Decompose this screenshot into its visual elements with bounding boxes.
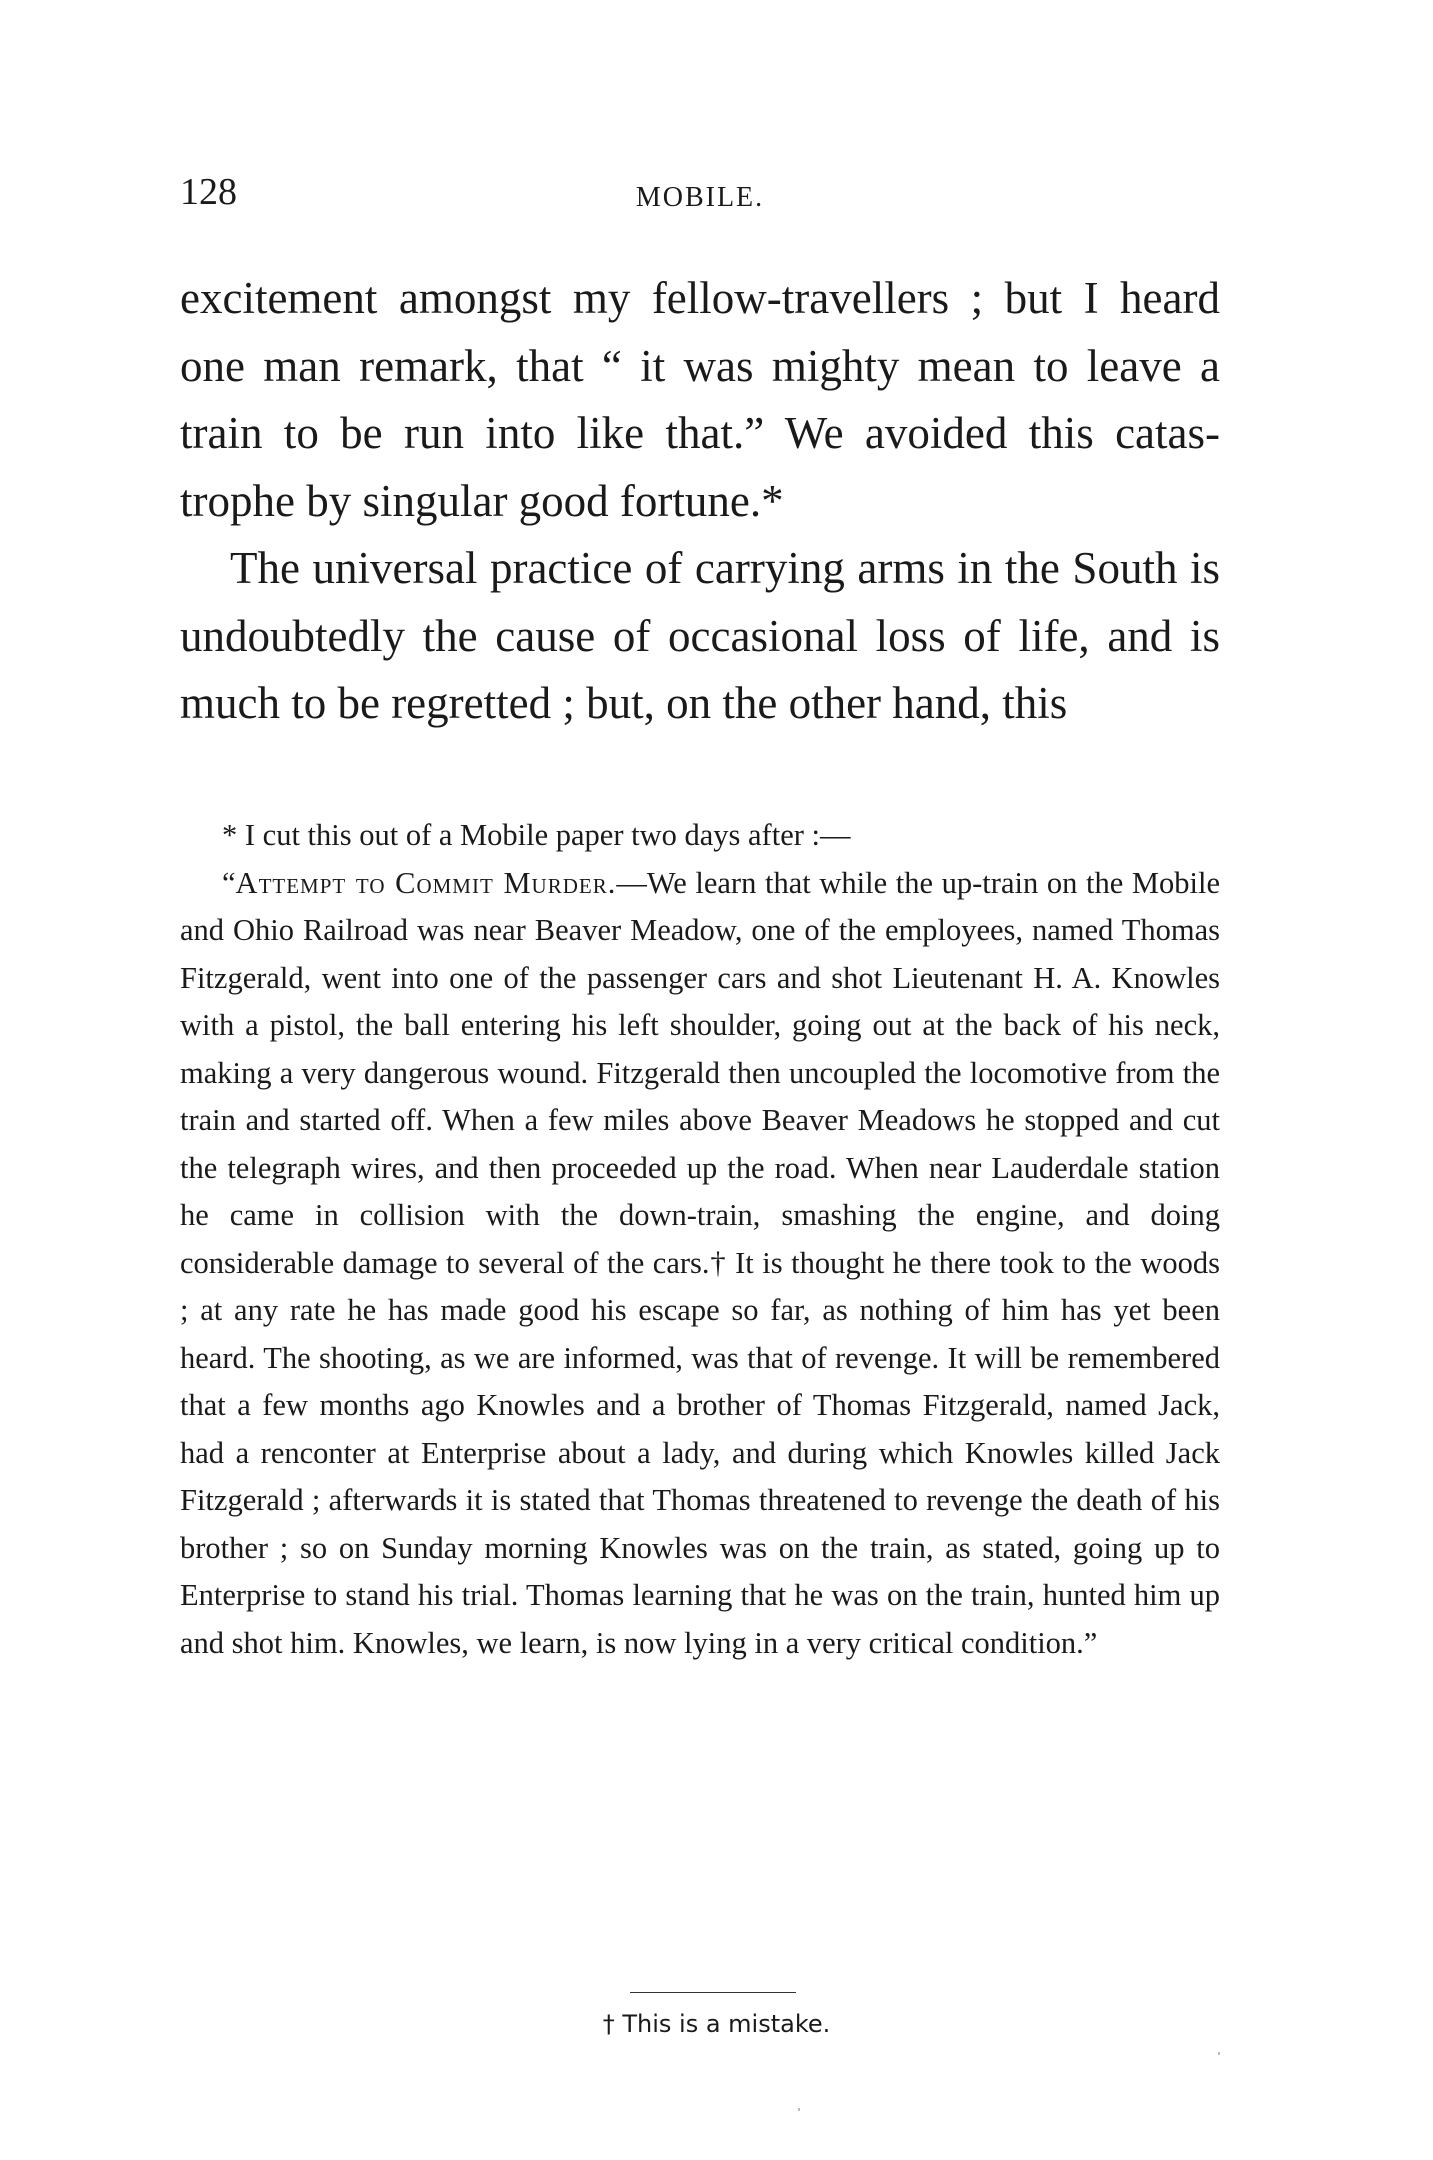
text-line: is much to be regretted ; but, on the other hand, this: [180, 610, 1220, 728]
text-line: excitement amongst my fellow-travellers ; but I heard: [180, 273, 1220, 323]
footnote-quote: [180, 860, 1220, 1668]
dagger-footnote: † This is a mistake.: [602, 2010, 831, 2038]
footnote-body: —We learn that while the up-train on the Mobile and Ohio Railroad was near Beaver Meadow, one of the employees, named Thomas Fitzgerald, went into one of the passenger cars and shot Lieutenant H. A. Knowles with a pistol, the ball entering his left shoulder, going out at the back of his neck, making a very dangerous wound. Fitzgerald then uncoupled the locomotive from the train and started off. When a few miles above Beaver Meadows he stopped and cut the telegraph wires, and then proceeded up the road. When near Lauderdale station he came in collision with the down-train, smashing the engine, and doing considerable damage to several of the cars.† It is thought he there took to the woods ; at any rate he has made good his escape so far, as nothing of him has yet been heard. The shooting, as we are informed, was that of revenge. It will be remembered that a few months ago Knowles and a brother of Thomas Fitzgerald, named Jack, had a renconter at Enterprise about a lady, and during which Knowles killed Jack Fitzgerald ; afterwards it is stated that Thomas threatened to revenge the death of his brother ; so on Sunday morning Knowles was on the train, as stated, going up to Enterprise to stand his trial. Thomas learning that he was on the train, hunted him up and shot him. Knowles, we learn, is now lying in a very critical condition.”: [180, 865, 1220, 1660]
paragraph-arms: [180, 535, 1220, 738]
page-number: 128: [180, 171, 237, 213]
text-line: train to be run into like that.” We avoided this catas-: [180, 408, 1220, 458]
main-text: [180, 265, 1220, 738]
footnote-headline: Attempt to Commit Murder.: [235, 865, 617, 900]
paragraph-continued: [180, 265, 1220, 535]
text-line: The universal practice of carrying arms in the South: [230, 543, 1178, 593]
text-line: is undoubtedly the cause of occasional loss of life, and: [180, 543, 1221, 661]
page-header: [180, 170, 1220, 230]
text-line: one man remark, that “ it was mighty mean to leave a: [180, 340, 1220, 391]
footnote-section: [180, 812, 1220, 1667]
paper-speck: [1218, 2052, 1220, 2055]
paper-speck: [798, 2108, 800, 2111]
footnote-intro: * I cut this out of a Mobile paper two days after :—: [222, 818, 851, 852]
footnote-divider: [630, 1992, 796, 1993]
quote-open-mark: “: [222, 865, 236, 900]
running-head: MOBILE.: [635, 182, 765, 213]
text-line: trophe by singular good fortune.*: [180, 475, 784, 526]
